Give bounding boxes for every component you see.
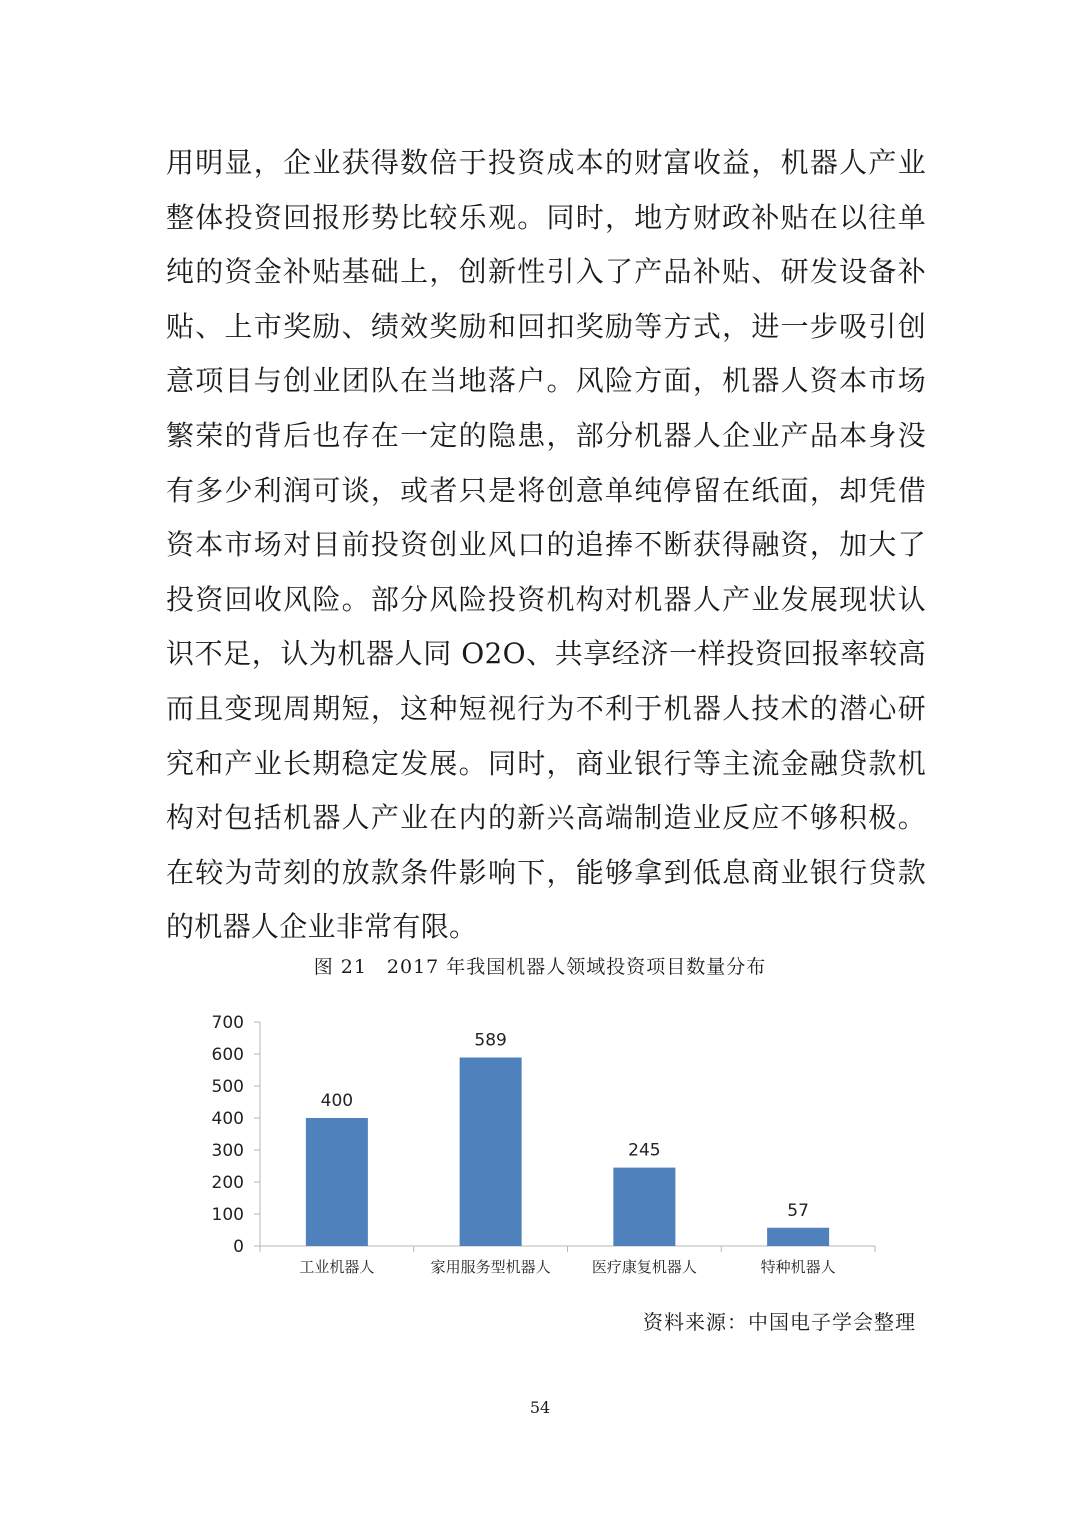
y-tick-label: 200	[211, 1173, 244, 1193]
body-line: 有多少利润可谈，或者只是将创意单纯停留在纸面，却凭借	[166, 473, 926, 507]
bar-chart	[190, 1005, 900, 1295]
body-line: 构对包括机器人产业在内的新兴高端制造业反应不够积极。	[166, 801, 926, 835]
body-line: 意项目与创业团队在当地落户。风险方面，机器人资本市场	[166, 364, 926, 398]
body-line: 用明显，企业获得数倍于投资成本的财富收益，机器人产业	[166, 146, 926, 179]
page-number: 54	[529, 1398, 551, 1417]
y-tick-label: 500	[211, 1077, 244, 1097]
y-tick-label: 0	[233, 1237, 244, 1257]
category-label: 工业机器人	[299, 1258, 375, 1276]
body-line: 在较为苛刻的放款条件影响下，能够拿到低息商业银行贷款	[166, 855, 926, 889]
category-label: 家用服务型机器人	[430, 1258, 551, 1276]
data-label: 245	[628, 1140, 661, 1161]
body-line: 投资回收风险。部分风险投资机构对机器人产业发展现状认	[166, 582, 926, 616]
data-label: 57	[787, 1200, 809, 1221]
body-line: 而且变现周期短，这种短视行为不利于机器人技术的潜心研	[166, 691, 926, 725]
y-tick-label: 400	[211, 1109, 244, 1129]
body-line: 资本市场对目前投资创业风口的追捧不断获得融资，加大了	[166, 528, 926, 562]
body-line: 究和产业长期稳定发展。同时，商业银行等主流金融贷款机	[166, 746, 926, 780]
body-line: 繁荣的背后也存在一定的隐患，部分机器人企业产品本身没	[166, 418, 926, 452]
body-paragraph	[166, 136, 926, 955]
source-note: 资料来源：中国电子学会整理	[643, 1310, 916, 1334]
body-line: 贴、上市奖励、绩效奖励和回扣奖励等方式，进一步吸引创	[166, 309, 926, 343]
body-line: 整体投资回报形势比较乐观。同时，地方财政补贴在以往单	[166, 200, 926, 234]
body-line: 的机器人企业非常有限。	[166, 910, 478, 944]
category-label: 医疗康复机器人	[591, 1258, 697, 1276]
bar-2	[460, 1058, 522, 1246]
data-label: 589	[474, 1030, 507, 1051]
bar-3	[613, 1168, 675, 1246]
y-tick-label: 300	[211, 1141, 244, 1161]
y-tick-label: 100	[211, 1205, 244, 1225]
body-line: 纯的资金补贴基础上，创新性引入了产品补贴、研发设备补	[166, 255, 926, 289]
body-line: 识不足，认为机器人同 O2O、共享经济一样投资回报率较高	[166, 637, 926, 671]
category-label: 特种机器人	[760, 1258, 836, 1276]
bar-4	[767, 1228, 829, 1246]
figure-caption: 图 21 2017 年我国机器人领域投资项目数量分布	[313, 956, 767, 978]
bar-1	[306, 1118, 368, 1246]
data-label: 400	[320, 1091, 354, 1111]
y-tick-label: 600	[211, 1045, 244, 1065]
y-tick-label: 700	[211, 1013, 244, 1033]
